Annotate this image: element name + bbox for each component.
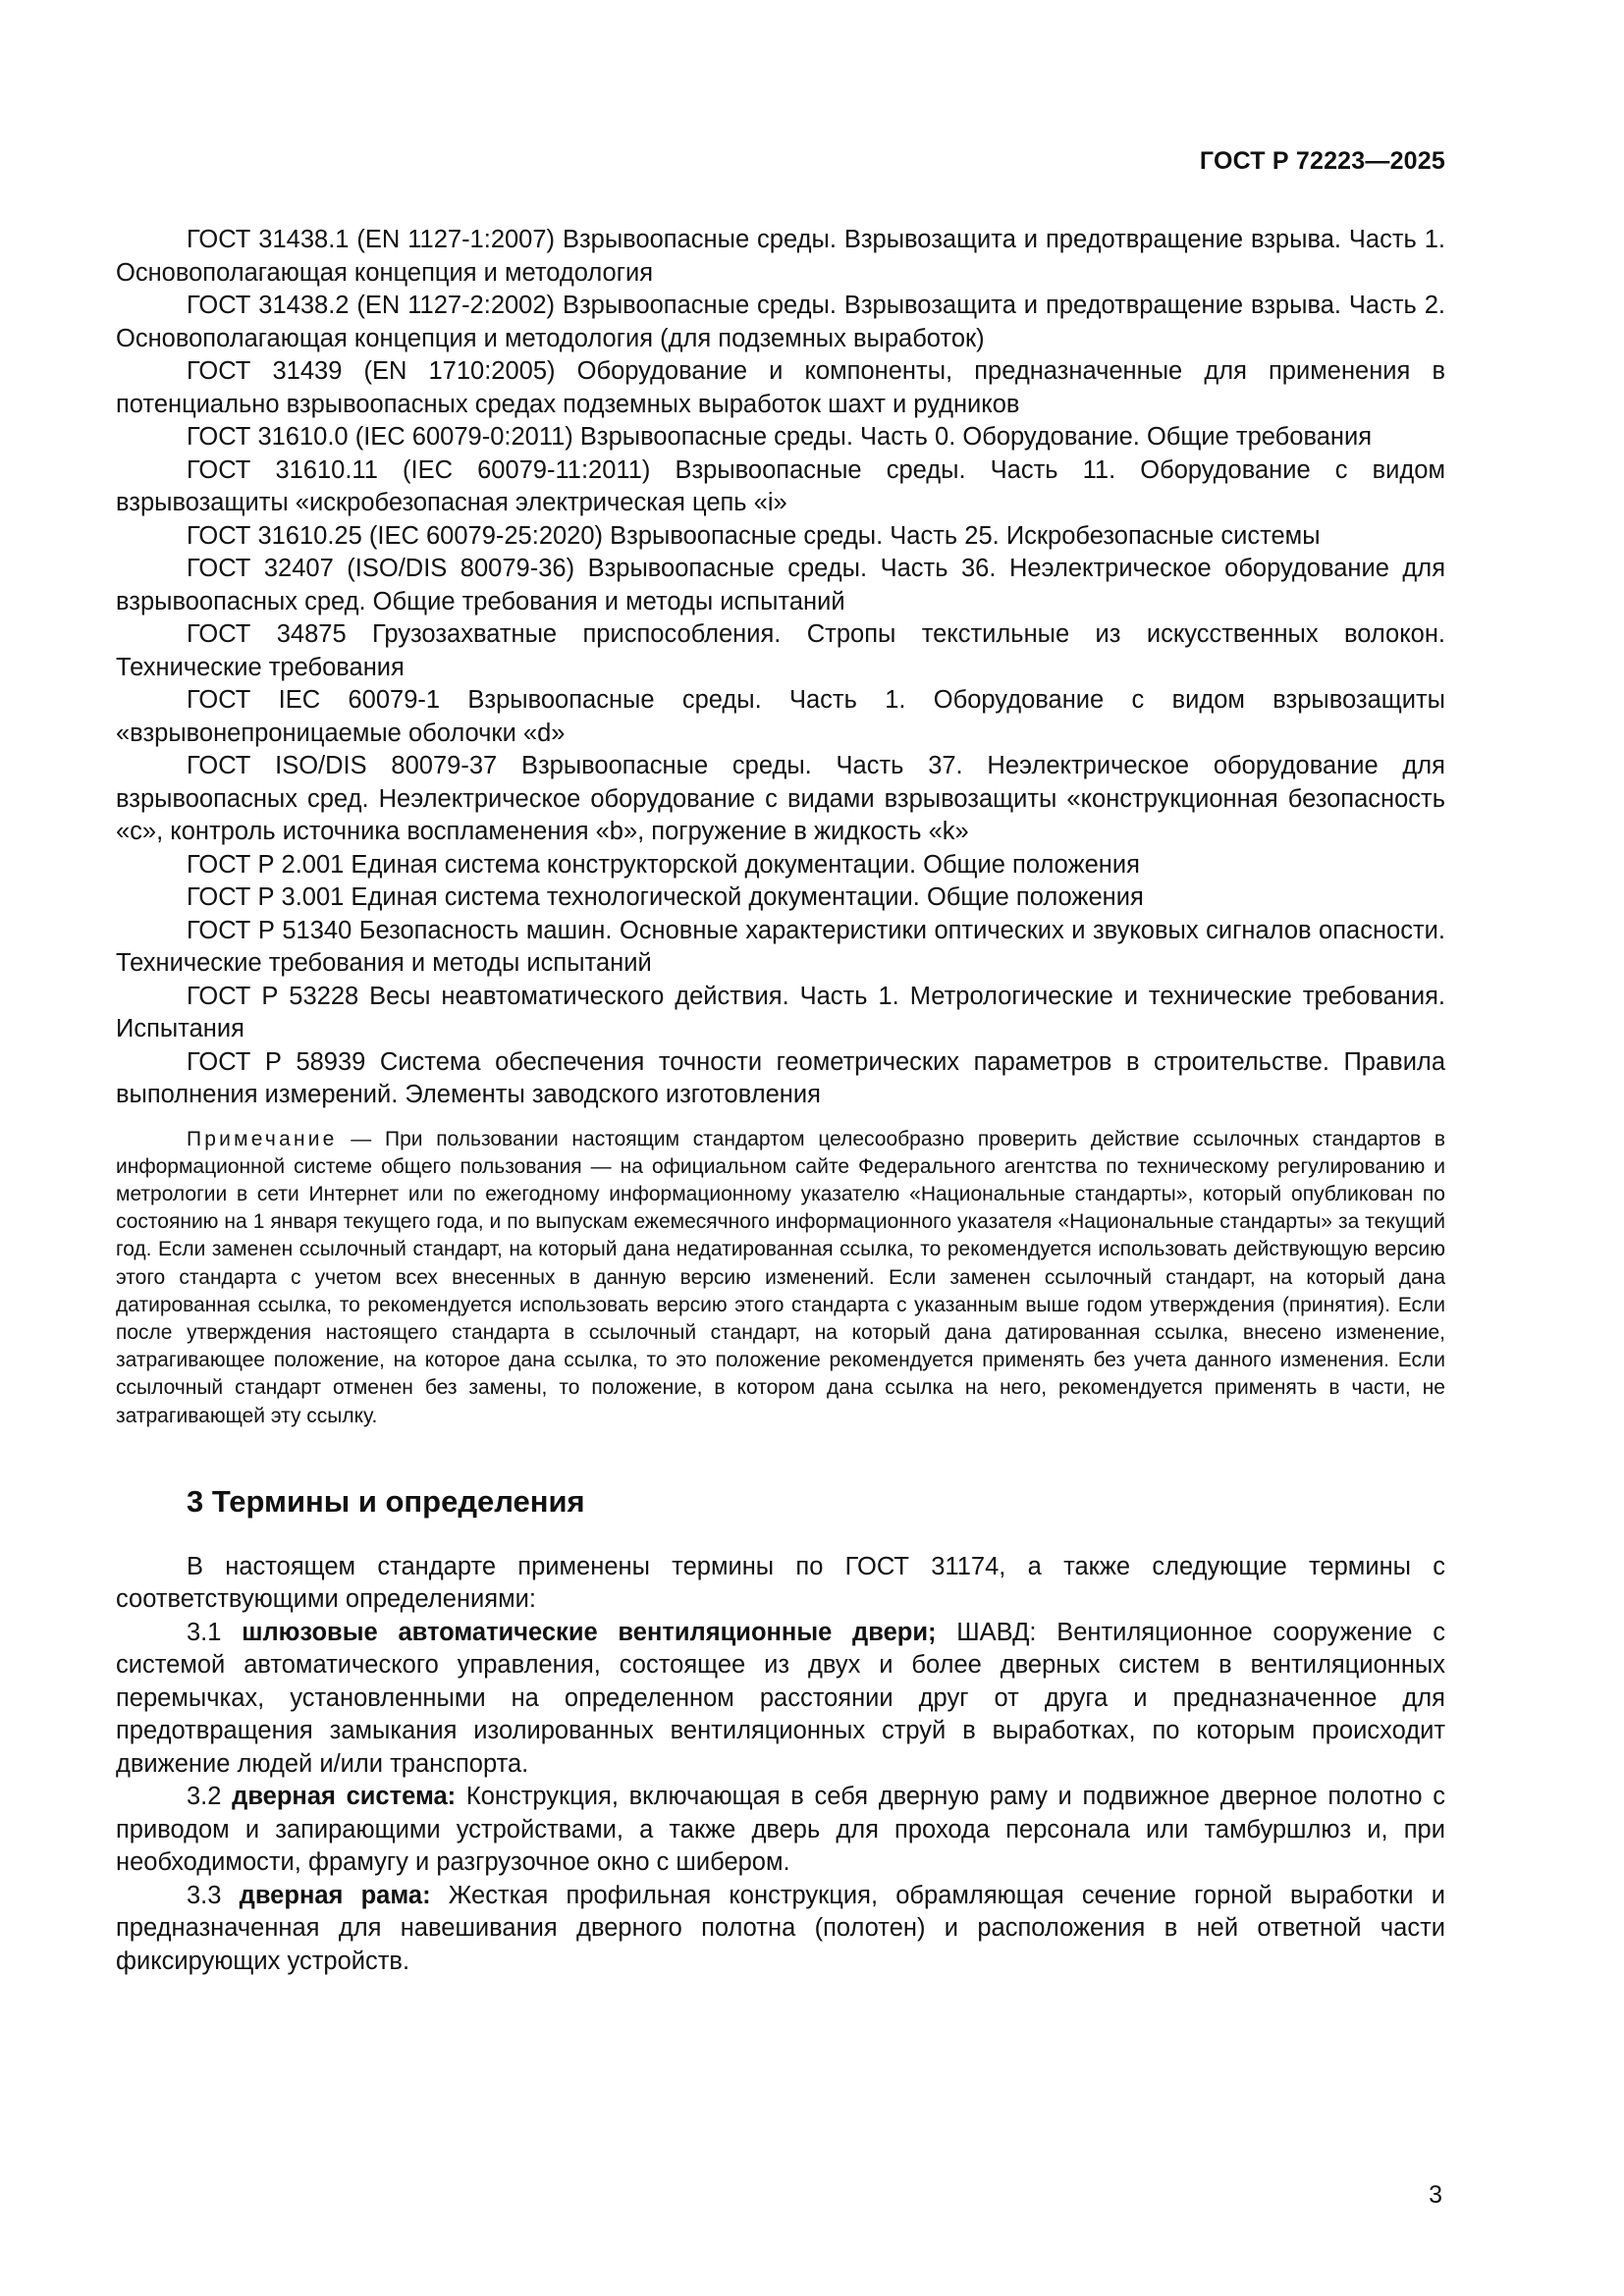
section-heading: 3 Термины и определения bbox=[187, 1483, 585, 1519]
reference-item: ГОСТ Р 51340 Безопасность машин. Основные характеристики оптических и звуковых сигналов опасности. Технические требования и методы испытаний bbox=[116, 916, 1445, 977]
reference-item: ГОСТ 32407 (ISO/DIS 80079-36) Взрывоопасные среды. Часть 36. Неэлектрическое оборудование для взрывоопасных сред. Общие требования и методы испытаний bbox=[116, 555, 1445, 615]
term-name: дверная рама: bbox=[239, 1881, 431, 1909]
page-number: 3 bbox=[1429, 2181, 1442, 2209]
reference-item: ГОСТ Р 53228 Весы неавтоматического действия. Часть 1. Метрологические и технические требования. Испытания bbox=[116, 982, 1445, 1042]
term-text: Конструкция, включающая в себя дверную раму и подвижное дверное полотно с приводом и запирающими устройствами, а также дверь для прохода персонала или тамбуршлюз и, при необходимости, фрамугу и разгрузочное окно с шибером. bbox=[116, 1783, 1445, 1877]
section-intro: В настоящем стандарте применены термины по ГОСТ 31174, а также следующие термины с соответствующими определениями: bbox=[116, 1552, 1445, 1614]
note-text: — При пользовании настоящим стандартом целесообразно проверить действие ссылочных стандартов в информационной системе общего пользования — на официальном сайте Федерального агентства по техническому регулированию и метрологии в сети Интернет или по ежегодному информационному указателю «Национальные стандарты», который опубликован по состоянию на 1 января текущего года, и по выпускам ежемесячного информационного указателя «Национальные стандарты» за текущий год. Если заменен ссылочный стандарт, на который дана недатированная ссылка, то рекомендуется использовать действующую версию этого стандарта с учетом всех внесенных в данную версию изменений. Если заменен ссылочный стандарт, на который дана датированная ссылка, то рекомендуется использовать версию этого стандарта с указанным выше годом утверждения (принятия). Если после утверждения настоящего стандарта в ссылочный стандарт, на который дана датированная ссылка, внесено изменение, затрагивающее положение, на которое дана ссылка, то это положение рекомендуется применять без учета данного изменения. Если ссылочный стандарт отменен без замены, то положение, в котором дана ссылка на него, рекомендуется применять в части, не затрагивающей эту ссылку. bbox=[116, 1127, 1445, 1427]
reference-item: ГОСТ 31438.1 (EN 1127-1:2007) Взрывоопасные среды. Взрывозащита и предотвращение взрыва. Часть 1. Основополагающая концепция и методология bbox=[116, 226, 1445, 287]
reference-item: ГОСТ 31610.0 (IEC 60079-0:2011) Взрывоопасные среды. Часть 0. Оборудование. Общие требования bbox=[187, 423, 1373, 451]
note-label: Примечание bbox=[187, 1127, 338, 1150]
term-text: ШАВД: Вентиляционное сооружение с системой автоматического управления, состоящее из двух и более дверных систем в вентиляционных перемычках, установленными на определенном расстоянии друг от друга и предназначенное для предотвращения замыкания изолированных вентиляционных струй в выработках, по которым происходит движение людей и/или транспорта. bbox=[116, 1618, 1445, 1778]
reference-item: ГОСТ 31610.11 (IEC 60079-11:2011) Взрывоопасные среды. Часть 11. Оборудование с видом взрывозащиты «искробезопасная электрическая цепь «i» bbox=[116, 455, 1445, 516]
reference-item: ГОСТ ISO/DIS 80079-37 Взрывоопасные среды. Часть 37. Неэлектрическое оборудование для взрывоопасных сред. Неэлектрическое оборудование с видами взрывозащиты «конструкционная безопасность «с», контроль источника воспламенения «b», погружение в жидкость «k» bbox=[116, 752, 1445, 845]
reference-item: ГОСТ 31438.2 (EN 1127-2:2002) Взрывоопасные среды. Взрывозащита и предотвращение взрыва. Часть 2. Основополагающая концепция и методология (для подземных выработок) bbox=[116, 292, 1445, 352]
term-definition bbox=[116, 1617, 1445, 1782]
term-name: шлюзовые автоматические вентиляционные двери; bbox=[242, 1618, 937, 1646]
reference-item: ГОСТ IEC 60079-1 Взрывоопасные среды. Часть 1. Оборудование с видом взрывозащиты «взрывонепроницаемые оболочки «d» bbox=[116, 686, 1445, 747]
reference-item: ГОСТ 31439 (EN 1710:2005) Оборудование и компоненты, предназначенные для применения в потенциально взрывоопасных средах подземных выработок шахт и рудников bbox=[116, 357, 1445, 418]
term-number: 3.3 bbox=[187, 1881, 240, 1909]
term-number: 3.1 bbox=[187, 1618, 243, 1646]
reference-item: ГОСТ Р 58939 Система обеспечения точности геометрических параметров в строительстве. Правила выполнения измерений. Элементы заводского изготовления bbox=[116, 1047, 1445, 1108]
term-number: 3.2 bbox=[187, 1783, 233, 1811]
term-definition bbox=[116, 1880, 1445, 1979]
page-content bbox=[116, 224, 1445, 1978]
term-name: дверная система: bbox=[232, 1783, 457, 1811]
reference-item: ГОСТ 31610.25 (IEC 60079-25:2020) Взрывоопасные среды. Часть 25. Искробезопасные системы bbox=[187, 521, 1321, 550]
reference-item: ГОСТ Р 2.001 Единая система конструкторской документации. Общие положения bbox=[187, 850, 1140, 879]
note-paragraph bbox=[116, 1126, 1445, 1430]
reference-list bbox=[116, 224, 1445, 1112]
document-id-header: ГОСТ Р 72223—2025 bbox=[1199, 147, 1445, 175]
term-definition bbox=[116, 1781, 1445, 1880]
reference-item: ГОСТ 34875 Грузозахватные приспособления. Стропы текстильные из искусственных волокон. Технические требования bbox=[116, 620, 1445, 681]
term-text: Жесткая профильная конструкция, обрамляющая сечение горной выработки и предназначенная для навешивания дверного полотна (полотен) и расположения в ней ответной части фиксирующих устройств. bbox=[116, 1881, 1445, 1975]
reference-item: ГОСТ Р 3.001 Единая система технологической документации. Общие положения bbox=[187, 883, 1144, 911]
